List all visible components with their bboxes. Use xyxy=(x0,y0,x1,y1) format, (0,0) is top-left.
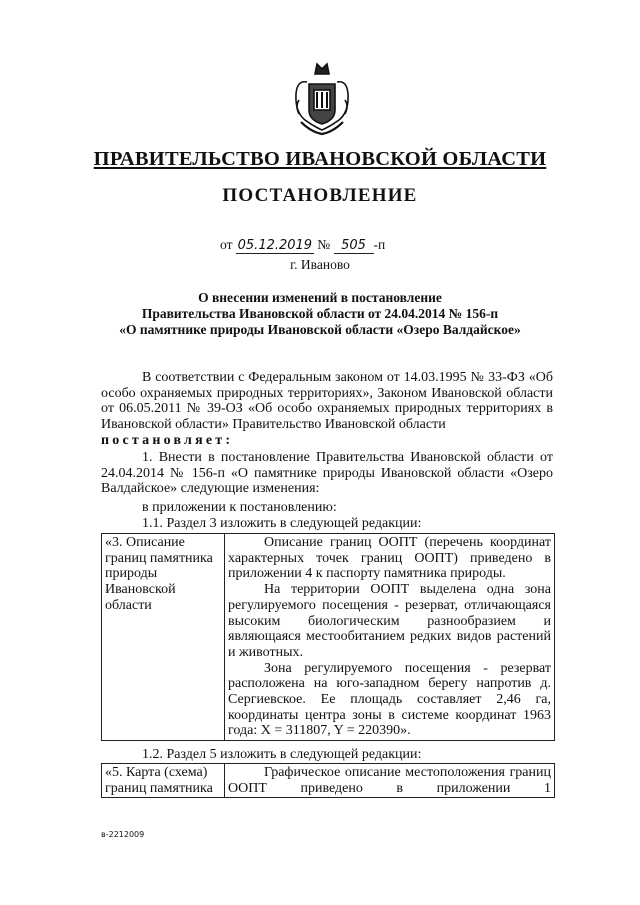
document-subject xyxy=(60,290,580,338)
section-3-text-1: Описание границ ООПТ (перечень координат характерных точек границ ООПТ) приведено в приложении 4 к паспорту памятника природы. xyxy=(228,535,551,582)
section-3-label: «3. Описание границ памятника природы Ивановской области xyxy=(102,534,225,741)
subject-line-3: «О памятнике природы Ивановской области «Озеро Валдайское» xyxy=(119,322,521,337)
section-5-table xyxy=(101,763,555,798)
ivanovo-coat-of-arms-icon xyxy=(293,60,351,140)
footer-code: в-2212009 xyxy=(101,830,145,839)
resolves-word: постановляет: xyxy=(101,433,234,448)
section-3-text-3: Зона регулируемого посещения - резерват расположена на юго-западном берегу напротив д. Сергиевское. Ее площадь составляет 2,46 га, координаты центра зоны в системе координат 1963 года: X = 311807, Y = 220390». xyxy=(228,660,551,739)
preamble-paragraph: В соответствии с Федеральным законом от 14.03.1995 № 33-ФЗ «Об особо охраняемых природных территориях», Законом Ивановской области от 06.05.2011 № 39-ОЗ «Об особо охраняемых природных территориях в Ивановской области» Правительство Ивановской области xyxy=(101,370,553,433)
item-1-2-line: 1.2. Раздел 5 изложить в следующей редакции: xyxy=(142,747,422,762)
section-3-text-2: На территории ООПТ выделена одна зона регулируемого посещения - резерват, отличающаяся высоким биологическим разнообразием и являющаяся местообитанием редких видов растений и животных. xyxy=(228,582,551,660)
date-number-line xyxy=(220,237,385,254)
date-prefix: от xyxy=(220,237,233,252)
item-1-paragraph: 1. Внести в постановление Правительства Ивановской области от 24.04.2014 № 156-п «О памятнике природы Ивановской области «Озеро Валдайское» следующие изменения: xyxy=(101,450,553,497)
number-sign: № xyxy=(317,237,331,252)
subject-line-2: Правительства Ивановской области от 24.04.2014 № 156-п xyxy=(141,306,499,321)
city: г. Иваново xyxy=(290,257,350,272)
table-row xyxy=(102,764,555,798)
section-3-table xyxy=(101,533,555,741)
subject-line-1: О внесении изменений в постановление xyxy=(198,290,442,305)
section-5-label: «5. Карта (схема) границ памятника xyxy=(102,764,225,798)
appendix-line: в приложении к постановлению: xyxy=(142,500,337,515)
date-value: 05.12.2019 xyxy=(237,238,313,253)
item-1-1-line: 1.1. Раздел 3 изложить в следующей редакции: xyxy=(142,516,422,531)
government-title: ПРАВИТЕЛЬСТВО ИВАНОВСКОЙ ОБЛАСТИ xyxy=(93,148,547,170)
number-suffix: -п xyxy=(373,237,386,252)
table-row xyxy=(102,534,555,741)
section-5-content: Графическое описание местоположения границ ООПТ приведено в приложении 1 xyxy=(225,764,555,798)
section-3-content xyxy=(225,534,555,741)
number-value: 505 xyxy=(334,239,374,254)
document-type: ПОСТАНОВЛЕНИЕ xyxy=(222,185,418,206)
